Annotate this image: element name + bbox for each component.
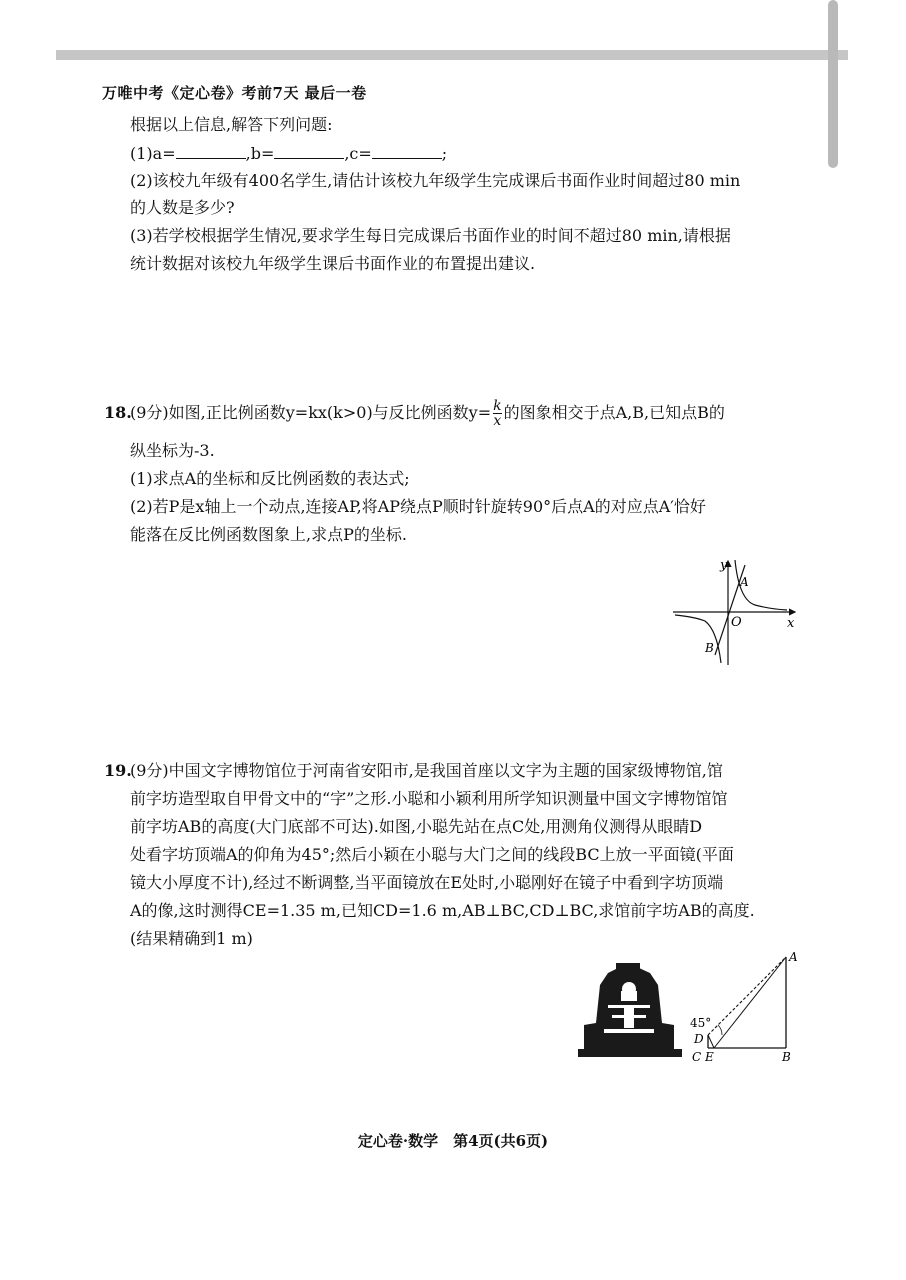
x-axis-label: x: [787, 616, 795, 631]
point-a-label: A: [789, 950, 798, 964]
origin-label: O: [731, 615, 742, 630]
scrollbar[interactable]: [828, 0, 838, 168]
fraction-numerator: k: [493, 398, 502, 414]
point-b-label: B: [705, 641, 714, 655]
q17-end: ;: [441, 144, 448, 163]
q18-number: 18.: [104, 403, 132, 422]
q18-part2-line2: 能落在反比例函数图象上,求点P的坐标.: [130, 525, 407, 544]
q18-line1: [130, 397, 725, 429]
q18-text-a: (9分)如图,正比例函数y=kx(k>0)与反比例函数y=: [130, 403, 492, 422]
page-footer: 定心卷·数学 第4页(共6页): [357, 1132, 549, 1150]
answer-blank-a[interactable]: [176, 142, 246, 159]
q19-line6: A的像,这时测得CE=1.35 m,已知CD=1.6 m,AB⊥BC,CD⊥BC,求馆前字坊AB的高度.: [130, 901, 755, 920]
q17-part3-line2: 统计数据对该校九年级学生课后书面作业的布置提出建议.: [130, 254, 536, 273]
fraction-k-over-x: [493, 399, 501, 428]
q19-figure: [578, 945, 808, 1065]
y-axis-label: y: [720, 558, 728, 573]
q18-line2: 纵坐标为-3.: [130, 441, 215, 460]
answer-blank-b[interactable]: [274, 142, 344, 159]
q18-part2-line1: (2)若P是x轴上一个动点,连接AP,将AP绕点P顺时针旋转90°后点A的对应点A′恰好: [130, 497, 706, 516]
top-divider: [56, 50, 848, 60]
point-d-label: D: [694, 1032, 704, 1046]
hyperbola-branch-2: [675, 615, 721, 663]
zifang-gate-illustration: [578, 963, 682, 1057]
q17-part1: [130, 142, 447, 165]
sight-line-de: [708, 1035, 714, 1048]
q19-number: 19.: [104, 761, 132, 780]
angle-arc: [718, 1025, 722, 1035]
q17-label-b: ,b=: [245, 144, 275, 163]
answer-blank-c[interactable]: [372, 142, 442, 159]
point-e-label: E: [705, 1050, 714, 1064]
angle-45-label: 45°: [690, 1016, 712, 1030]
sight-line-da: [708, 957, 786, 1035]
q19-line5: 镜大小厚度不计),经过不断调整,当平面镜放在E处时,小聪刚好在镜子中看到字坊顶端: [130, 873, 724, 892]
q19-line7: (结果精确到1 m): [130, 929, 253, 948]
q17-part3-line1: (3)若学校根据学生情况,要求学生每日完成课后书面作业的时间不超过80 min,请根据: [130, 226, 731, 245]
q17-label-c: ,c=: [344, 144, 372, 163]
q19-line1: (9分)中国文字博物馆位于河南省安阳市,是我国首座以文字为主题的国家级博物馆,馆: [130, 761, 723, 780]
q17-intro: 根据以上信息,解答下列问题:: [130, 115, 333, 134]
q17-label-a: (1)a=: [130, 144, 176, 163]
page-header: 万唯中考《定心卷》考前7天 最后一卷: [102, 84, 367, 102]
q18-text-b: 的图象相交于点A,B,已知点B的: [503, 403, 725, 422]
point-c-label: C: [692, 1050, 702, 1064]
point-b-label: B: [782, 1050, 791, 1064]
reflection-line-ea: [714, 957, 786, 1048]
q18-graph-figure: [665, 555, 805, 670]
q18-part1: (1)求点A的坐标和反比例函数的表达式;: [130, 469, 410, 488]
q17-part2-line1: (2)该校九年级有400名学生,请估计该校九年级学生完成课后书面作业时间超过80 min: [130, 171, 741, 190]
point-a-label: A: [740, 575, 749, 589]
fraction-denominator: x: [493, 413, 502, 429]
q17-part2-line2: 的人数是多少?: [130, 198, 235, 217]
q19-line2: 前字坊造型取自甲骨文中的“字”之形.小聪和小颖利用所学知识测量中国文字博物馆馆: [130, 789, 728, 808]
q19-line3: 前字坊AB的高度(大门底部不可达).如图,小聪先站在点C处,用测角仪测得从眼睛D: [130, 817, 703, 836]
q19-line4: 处看字坊顶端A的仰角为45°;然后小颖在小聪与大门之间的线段BC上放一平面镜(平面: [130, 845, 734, 864]
